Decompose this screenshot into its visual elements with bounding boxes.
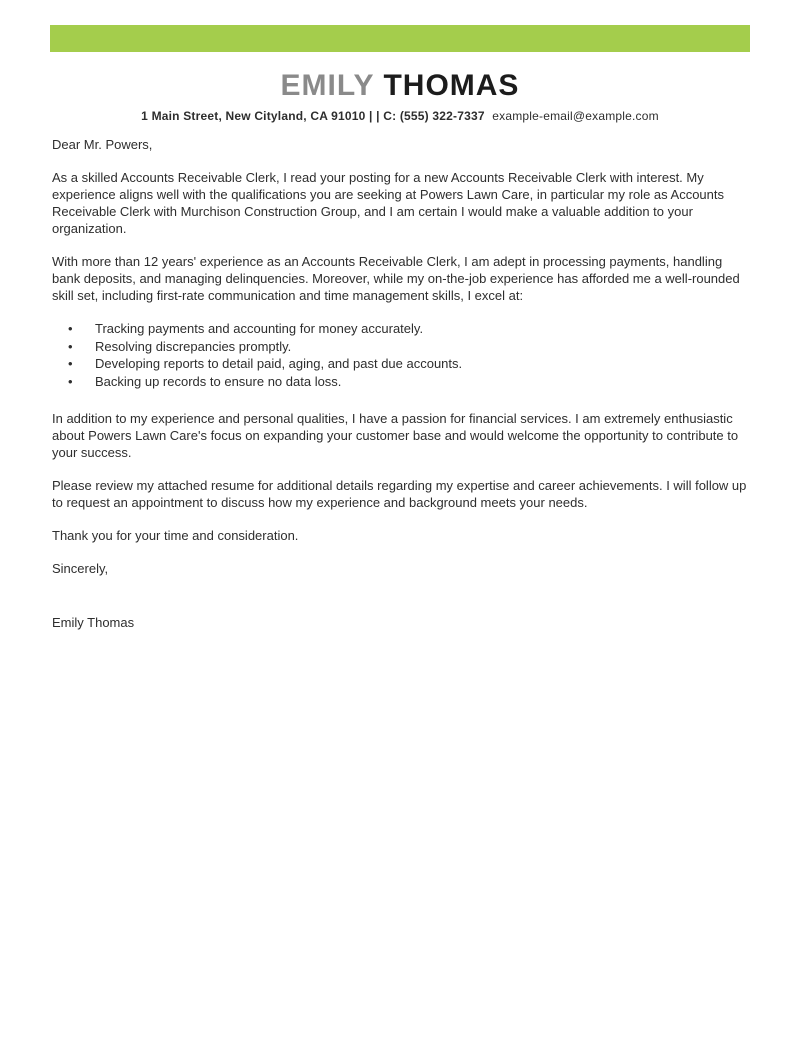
contact-address-phone: 1 Main Street, New Cityland, CA 91010 | | C: (555) 322-7337 xyxy=(141,109,485,123)
list-item: • Backing up records to ensure no data loss. xyxy=(68,373,748,391)
contact-line xyxy=(0,109,800,123)
list-item: • Developing reports to detail paid, aging, and past due accounts. xyxy=(68,355,748,373)
letter-body xyxy=(52,136,748,631)
cover-letter-page xyxy=(0,25,800,1060)
closing-thanks: Thank you for your time and consideration. xyxy=(52,528,299,543)
salutation: Dear Mr. Powers, xyxy=(52,137,153,152)
list-item: • Resolving discrepancies promptly. xyxy=(68,338,748,356)
first-name: EMILY xyxy=(280,69,375,102)
paragraph-intro: As a skilled Accounts Receivable Clerk, I read your posting for a new Accounts Receivable Clerk with interest. My experience aligns well with the qualifications you are seeking at Powers Lawn Care, in particular my role as Accounts Receivable Clerk with Murchison Construction Group, and I am certain I would make a valuable addition to your organization. xyxy=(52,170,725,236)
header-accent-bar xyxy=(50,25,750,52)
page-title xyxy=(0,69,800,103)
skills-list xyxy=(52,320,748,390)
signature-name: Emily Thomas xyxy=(52,615,135,630)
paragraph-experience: With more than 12 years' experience as an Accounts Receivable Clerk, I am adept in processing payments, handling bank deposits, and managing delinquencies. Moreover, while my on-the-job experience has afforded me a well-rounded skill set, including first-rate communication and time management skills, I excel at: xyxy=(52,254,740,303)
signoff: Sincerely, xyxy=(52,561,109,576)
paragraph-resume: Please review my attached resume for additional details regarding my expertise and career achievements. I will follow up to request an appointment to discuss how my experience and background meets your needs. xyxy=(52,478,747,510)
paragraph-passion: In addition to my experience and personal qualities, I have a passion for financial services. I am extremely enthusiastic about Powers Lawn Care's focus on expanding your customer base and would welcome the opportunity to contribute to your success. xyxy=(52,411,739,460)
last-name: THOMAS xyxy=(383,69,520,102)
contact-email: example-email@example.com xyxy=(492,109,659,123)
list-item: • Tracking payments and accounting for money accurately. xyxy=(68,320,748,338)
